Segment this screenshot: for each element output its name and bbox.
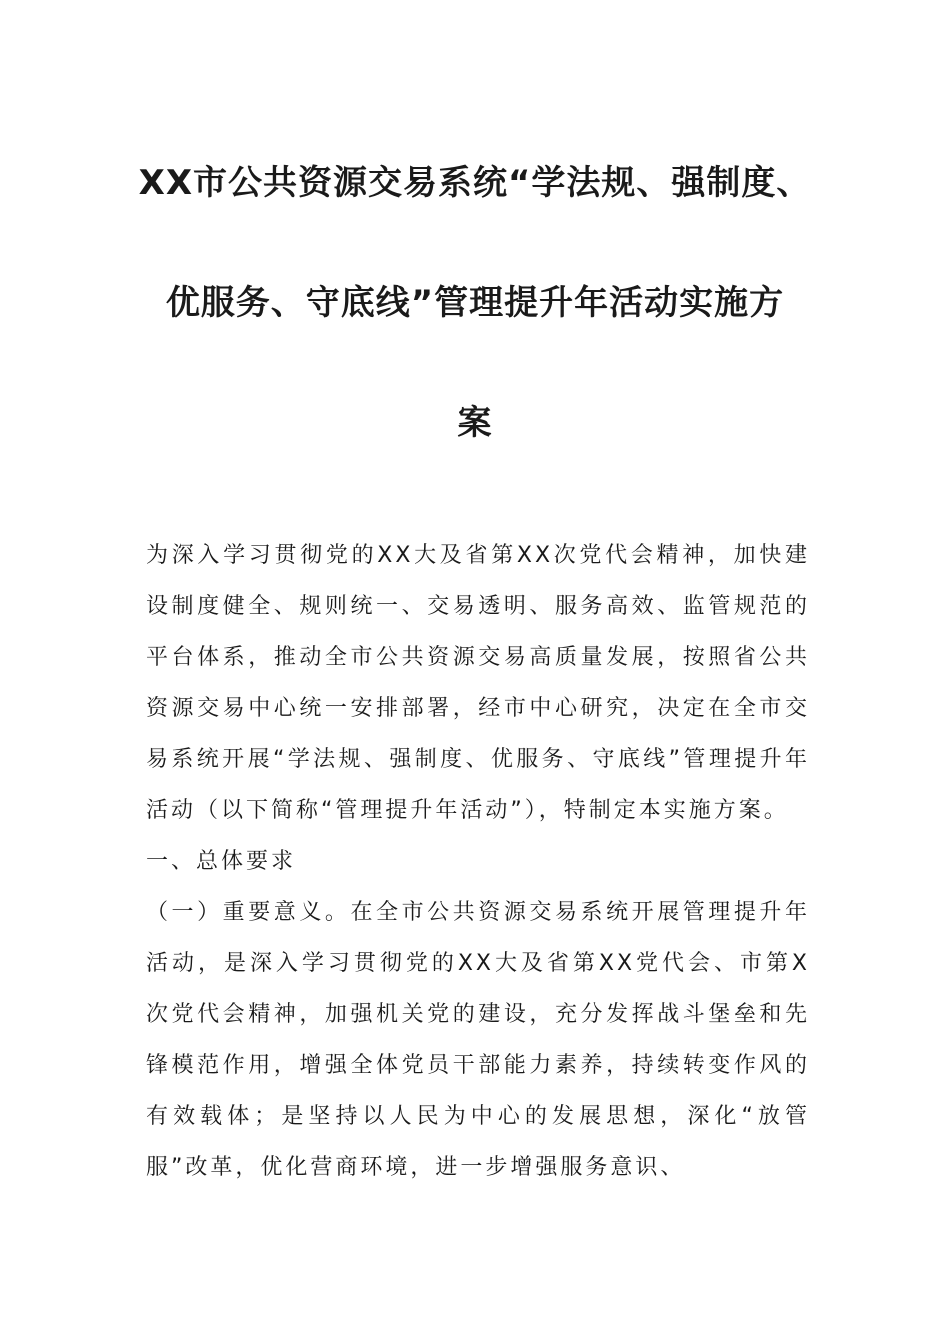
title-line-3: 案 bbox=[457, 403, 493, 443]
document-body bbox=[146, 530, 810, 1193]
section-paragraph-significance: （一）重要意义。在全市公共资源交易系统开展管理提升年活动，是深入学习贯彻党的XX大及省第XX党代会、市第X次党代会精神，加强机关党的建设，充分发挥战斗堡垒和先锋模范作用，增强全体党员干部能力素养，持续转变作风的有效载体；是坚持以人民为中心的发展思想，深化“放管服”改革，优化营商环境，进一步增强服务意识、 bbox=[146, 900, 810, 1180]
title-line-2: 优服务、守底线”管理提升年活动实施方 bbox=[165, 283, 785, 323]
document-title bbox=[120, 152, 830, 454]
section-heading-general-requirements: 一、总体要求 bbox=[146, 849, 297, 874]
title-line-1: XX市公共资源交易系统“学法规、强制度、 bbox=[138, 163, 812, 203]
intro-paragraph: 为深入学习贯彻党的XX大及省第XX次党代会精神，加快建设制度健全、规则统一、交易透明、服务高效、监管规范的平台体系，推动全市公共资源交易高质量发展，按照省公共资源交易中心统一安排部署，经市中心研究，决定在全市交易系统开展“学法规、强制度、优服务、守底线”管理提升年活动（以下简称“管理提升年活动”），特制定本实施方案。 bbox=[146, 543, 810, 823]
